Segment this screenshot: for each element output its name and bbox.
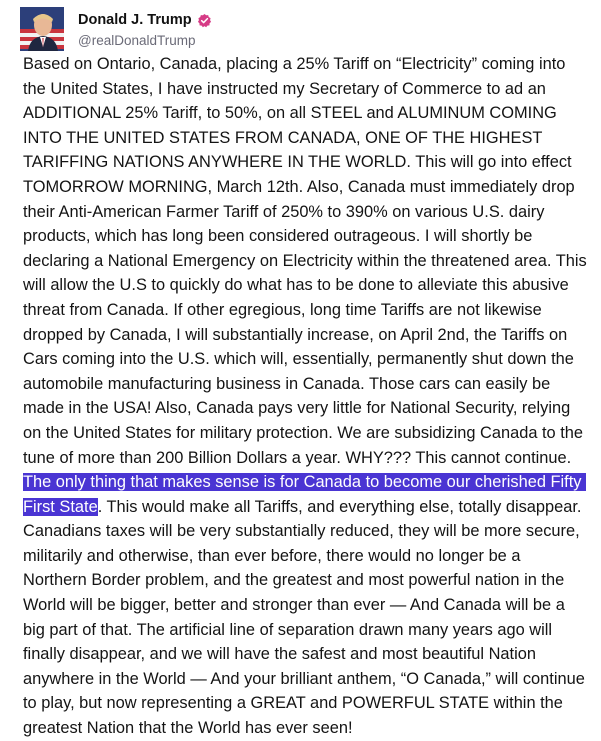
name-row: [78, 10, 212, 30]
author-display-name[interactable]: Donald J. Trump: [78, 12, 192, 28]
post-text-highlighted: The only thing that makes sense is for Canada to become our cherished Fifty First State: [23, 473, 587, 516]
avatar[interactable]: [20, 7, 64, 51]
verified-badge-icon: [197, 13, 212, 28]
post-text-after: . This would make all Tariffs, and everything else, totally disappear. Canadians taxes will be very substantially reduced, they will be more secure, militarily and otherwise, than ever before, there would no longer be a Northern Border problem, and the greatest and most powerful nation in the World will be bigger, better and stronger than ever — And Canada will be a big part of that. The artificial line of separation drawn many years ago will finally disappear, and we will have the safest and most beautiful Nation anywhere in the World — And your brilliant anthem, “O Canada,” will continue to play, but now representing a GREAT and POWERFUL STATE within the greatest Nation that the World has ever seen!: [23, 497, 590, 738]
post-body-text: [23, 52, 592, 741]
author-handle[interactable]: @realDonaldTrump: [78, 33, 196, 48]
post-header: [20, 6, 212, 52]
avatar-portrait-icon: [20, 7, 64, 51]
author-identity: [78, 10, 212, 48]
post-text-before: Based on Ontario, Canada, placing a 25% Tariff on “Electricity” coming into the United States, I have instructed my Secretary of Commerce to ad an ADDITIONAL 25% Tariff, to 50%, on all STEEL and ALUMINUM COMING INTO THE UNITED STATES FROM CANADA, ONE OF THE HIGHEST TARIFFING NATIONS ANYWHERE IN THE WORLD. This will go into effect TOMORROW MORNING, March 12th. Also, Canada must immediately drop their Anti-American Farmer Tariff of 250% to 390% on various U.S. dairy products, which has long been considered outrageous. I will shortly be declaring a National Emergency on Electricity within the threatened area. This will allow the U.S to quickly do what has to be done to alleviate this abusive threat from Canada. If other egregious, long time Tariffs are not likewise dropped by Canada, I will substantially increase, on April 2nd, the Tariffs on Cars coming into the U.S. which will, essentially, permanently shut down the automobile manufacturing business in Canada. Those cars can easily be made in the USA! Also, Canada pays very little for National Security, relying on the United States for military protection. We are subsidizing Canada to the tune of more than 200 Billion Dollars a year. WHY??? This cannot continue.: [23, 55, 592, 467]
